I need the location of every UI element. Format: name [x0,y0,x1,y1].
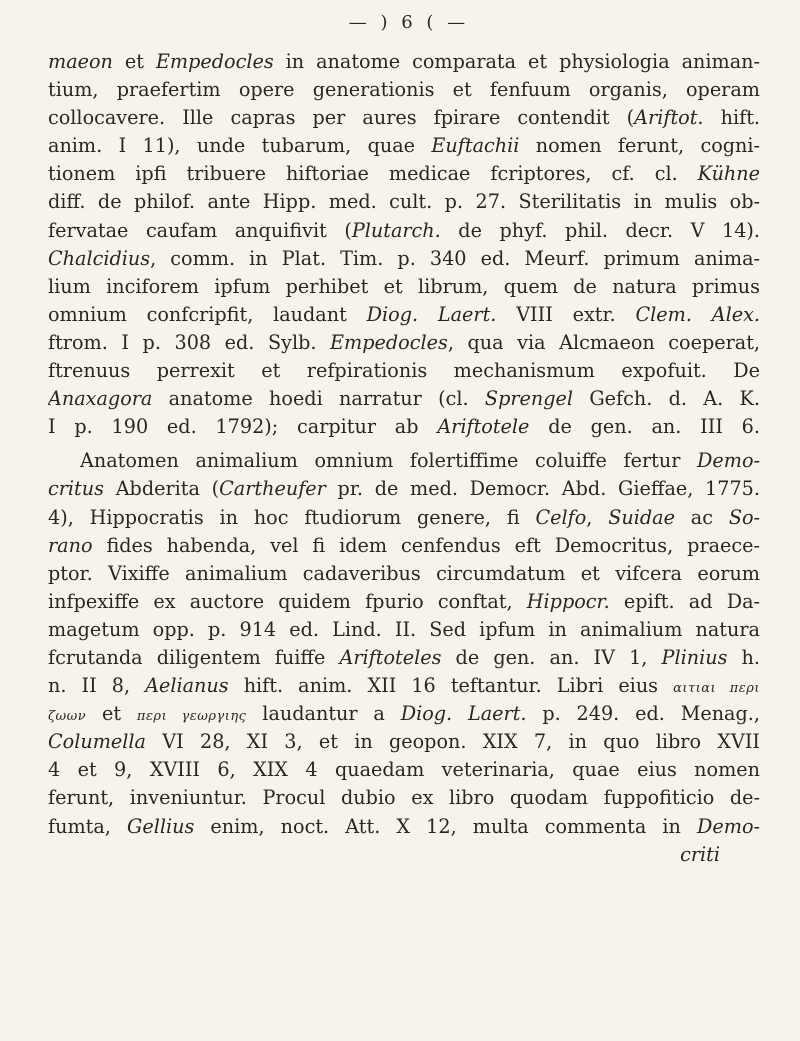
page-number-header: — ) 6 ( — [348,12,470,33]
text-segment: de phyf. phil. decr. V 14). [440,218,760,242]
text-segment: VIII extr. [496,302,636,326]
text-line [48,329,760,357]
text-line [48,616,760,644]
italic-reference: Columella [48,730,146,754]
text-segment: Abderita ( [103,477,220,501]
text-segment: omnium confcripfit, laudant [48,302,367,326]
text-segment: p. 249. ed. Menag., [526,702,760,726]
text-segment: h. [727,645,760,669]
italic-reference: Plinius [661,645,728,669]
italic-reference: Demo- [697,814,760,838]
text-segment: collocavere. Ille capras per aures fpirare contendit ( [48,106,635,130]
text-segment: , [586,505,609,529]
greek-phrase: περι γεωργιης [136,709,247,725]
text-segment: ferunt, inveniuntur. Procul dubio ex libro quodam fuppofiticio de- [48,786,760,810]
text-line [48,560,760,588]
text-segment: Anatomen animalium omnium folertiffime coluiffe fertur [80,449,698,473]
text-line [48,728,760,756]
text-segment: et [86,702,137,726]
text-segment: magetum opp. p. 914 ed. Lind. II. Sed ipfum in animalium natura [48,617,760,641]
text-line [48,76,760,104]
text-segment: laudantur a [246,702,401,726]
text-segment: fcrutanda diligentem fuiffe [48,645,340,669]
text-segment: infpexiffe ex auctore quidem fpurio conftat, [48,589,527,613]
italic-reference: Kühne [697,162,760,186]
text-segment: de gen. an. IV 1, [441,645,662,669]
text-line [48,385,760,413]
text-segment: , qua via Alcmaeon coeperat, [447,330,760,354]
italic-reference: maeon [48,50,113,73]
text-line [48,217,760,245]
text-segment: de gen. an. III 6. [529,415,760,439]
text-line [48,357,760,385]
italic-reference: So- [728,505,760,529]
text-segment: Gefch. d. A. K. [573,387,760,411]
italic-reference: Ariftoteles [339,645,442,669]
text-segment: 4), Hippocratis in hoc ftudiorum genere, fi [48,505,536,529]
italic-reference: Diog. Laert. [400,702,527,726]
italic-reference: Ariftot. [634,106,704,130]
text-line [48,841,760,869]
italic-reference: Gellius [127,814,195,838]
text-line [48,532,760,560]
text-segment: fumta, [48,814,128,838]
text-line [48,447,760,475]
text-line [48,132,760,160]
text-line [48,413,760,441]
text-segment: ptor. Vixiffe animalium cadaveribus circumdatum et vifcera eorum [48,561,760,585]
text-segment: ftrenuus perrexit et refpirationis mechanismum expofuit. De [48,359,760,383]
text-segment: diff. de philof. ante Hipp. med. cult. p. 27. Sterilitatis in mulis ob- [48,190,760,214]
italic-reference: Empedocles [330,330,448,354]
text-segment: fervatae caufam anquifivit ( [48,218,352,242]
text-segment: lium inciforem ipfum perhibet et librum, quem de natura primus [48,274,760,298]
text-segment: hift. anim. XII 16 teftantur. Libri eius [228,674,674,698]
text-segment: ac [674,505,729,529]
text-line [48,644,760,672]
italic-reference: Plutarch. [351,218,441,242]
text-line [48,301,760,329]
text-line [48,756,760,784]
text-line [48,475,760,503]
italic-reference: Suidae [608,505,675,529]
text-line [48,188,760,216]
text-segment: enim, noct. Att. X 12, multa commenta in [194,814,698,838]
text-segment: n. II 8, [48,674,146,698]
italic-reference: Sprengel [484,387,574,411]
text-line [48,104,760,132]
text-line [48,48,760,76]
greek-phrase: ζωων [48,709,87,725]
text-segment: ftrom. I p. 308 ed. Sylb. [48,330,331,354]
text-segment: pr. de med. Democr. Abd. Gieffae, 1775. [325,477,760,501]
text-segment: hift. [703,106,760,130]
text-line [48,504,760,532]
italic-reference: Empedocles [155,50,274,73]
text-segment: et [112,50,156,73]
italic-reference: Hippocr. [526,589,610,613]
text-line [48,273,760,301]
text-segment: I p. 190 ed. 1792); carpitur ab [48,415,438,439]
text-segment: nomen ferunt, cogni- [519,134,760,158]
text-line [48,813,760,841]
italic-reference: Demo- [697,449,760,473]
italic-reference: criti [680,842,720,866]
italic-reference: Euftachii [431,134,520,158]
italic-reference: Clem. Alex. [635,302,760,326]
text-line [48,784,760,812]
text-segment: tium, praefertim opere generationis et fenfuum organis, operam [48,78,760,102]
text-segment: 4 et 9, XVIII 6, XIX 4 quaedam veterinaria, quae eius nomen [48,758,760,782]
text-line [48,160,760,188]
text-line [48,588,760,616]
text-segment: in anatome comparata et physiologia animan- [273,50,760,73]
body-text [48,48,760,869]
text-line [48,672,760,700]
text-segment: anim. I 11), unde tubarum, quae [48,134,432,158]
italic-reference: Cartheufer [219,477,326,501]
greek-phrase: αιτιαι περι [673,681,760,697]
italic-reference: Celfo [535,505,587,529]
italic-reference: Anaxagora [48,387,153,411]
text-line [48,700,760,728]
italic-reference: rano [48,533,93,557]
italic-reference: Ariftotele [437,415,530,439]
text-segment: , comm. in Plat. Tim. p. 340 ed. Meurf. primum anima- [150,246,760,270]
text-segment: VI 28, XI 3, et in geopon. XIX 7, in quo libro XVII [146,730,760,754]
italic-reference: Aelianus [145,674,229,698]
text-segment: tionem ipfi tribuere hiftoriae medicae fcriptores, cf. cl. [48,162,698,186]
text-segment: anatome hoedi narratur (cl. [152,387,485,411]
text-segment: epift. ad Da- [609,589,760,613]
text-line [48,245,760,273]
italic-reference: Chalcidius [48,246,151,270]
italic-reference: Diog. Laert. [366,302,497,326]
italic-reference: critus [48,477,104,501]
text-segment: fides habenda, vel fi idem cenfendus eft Democritus, praece- [92,533,760,557]
